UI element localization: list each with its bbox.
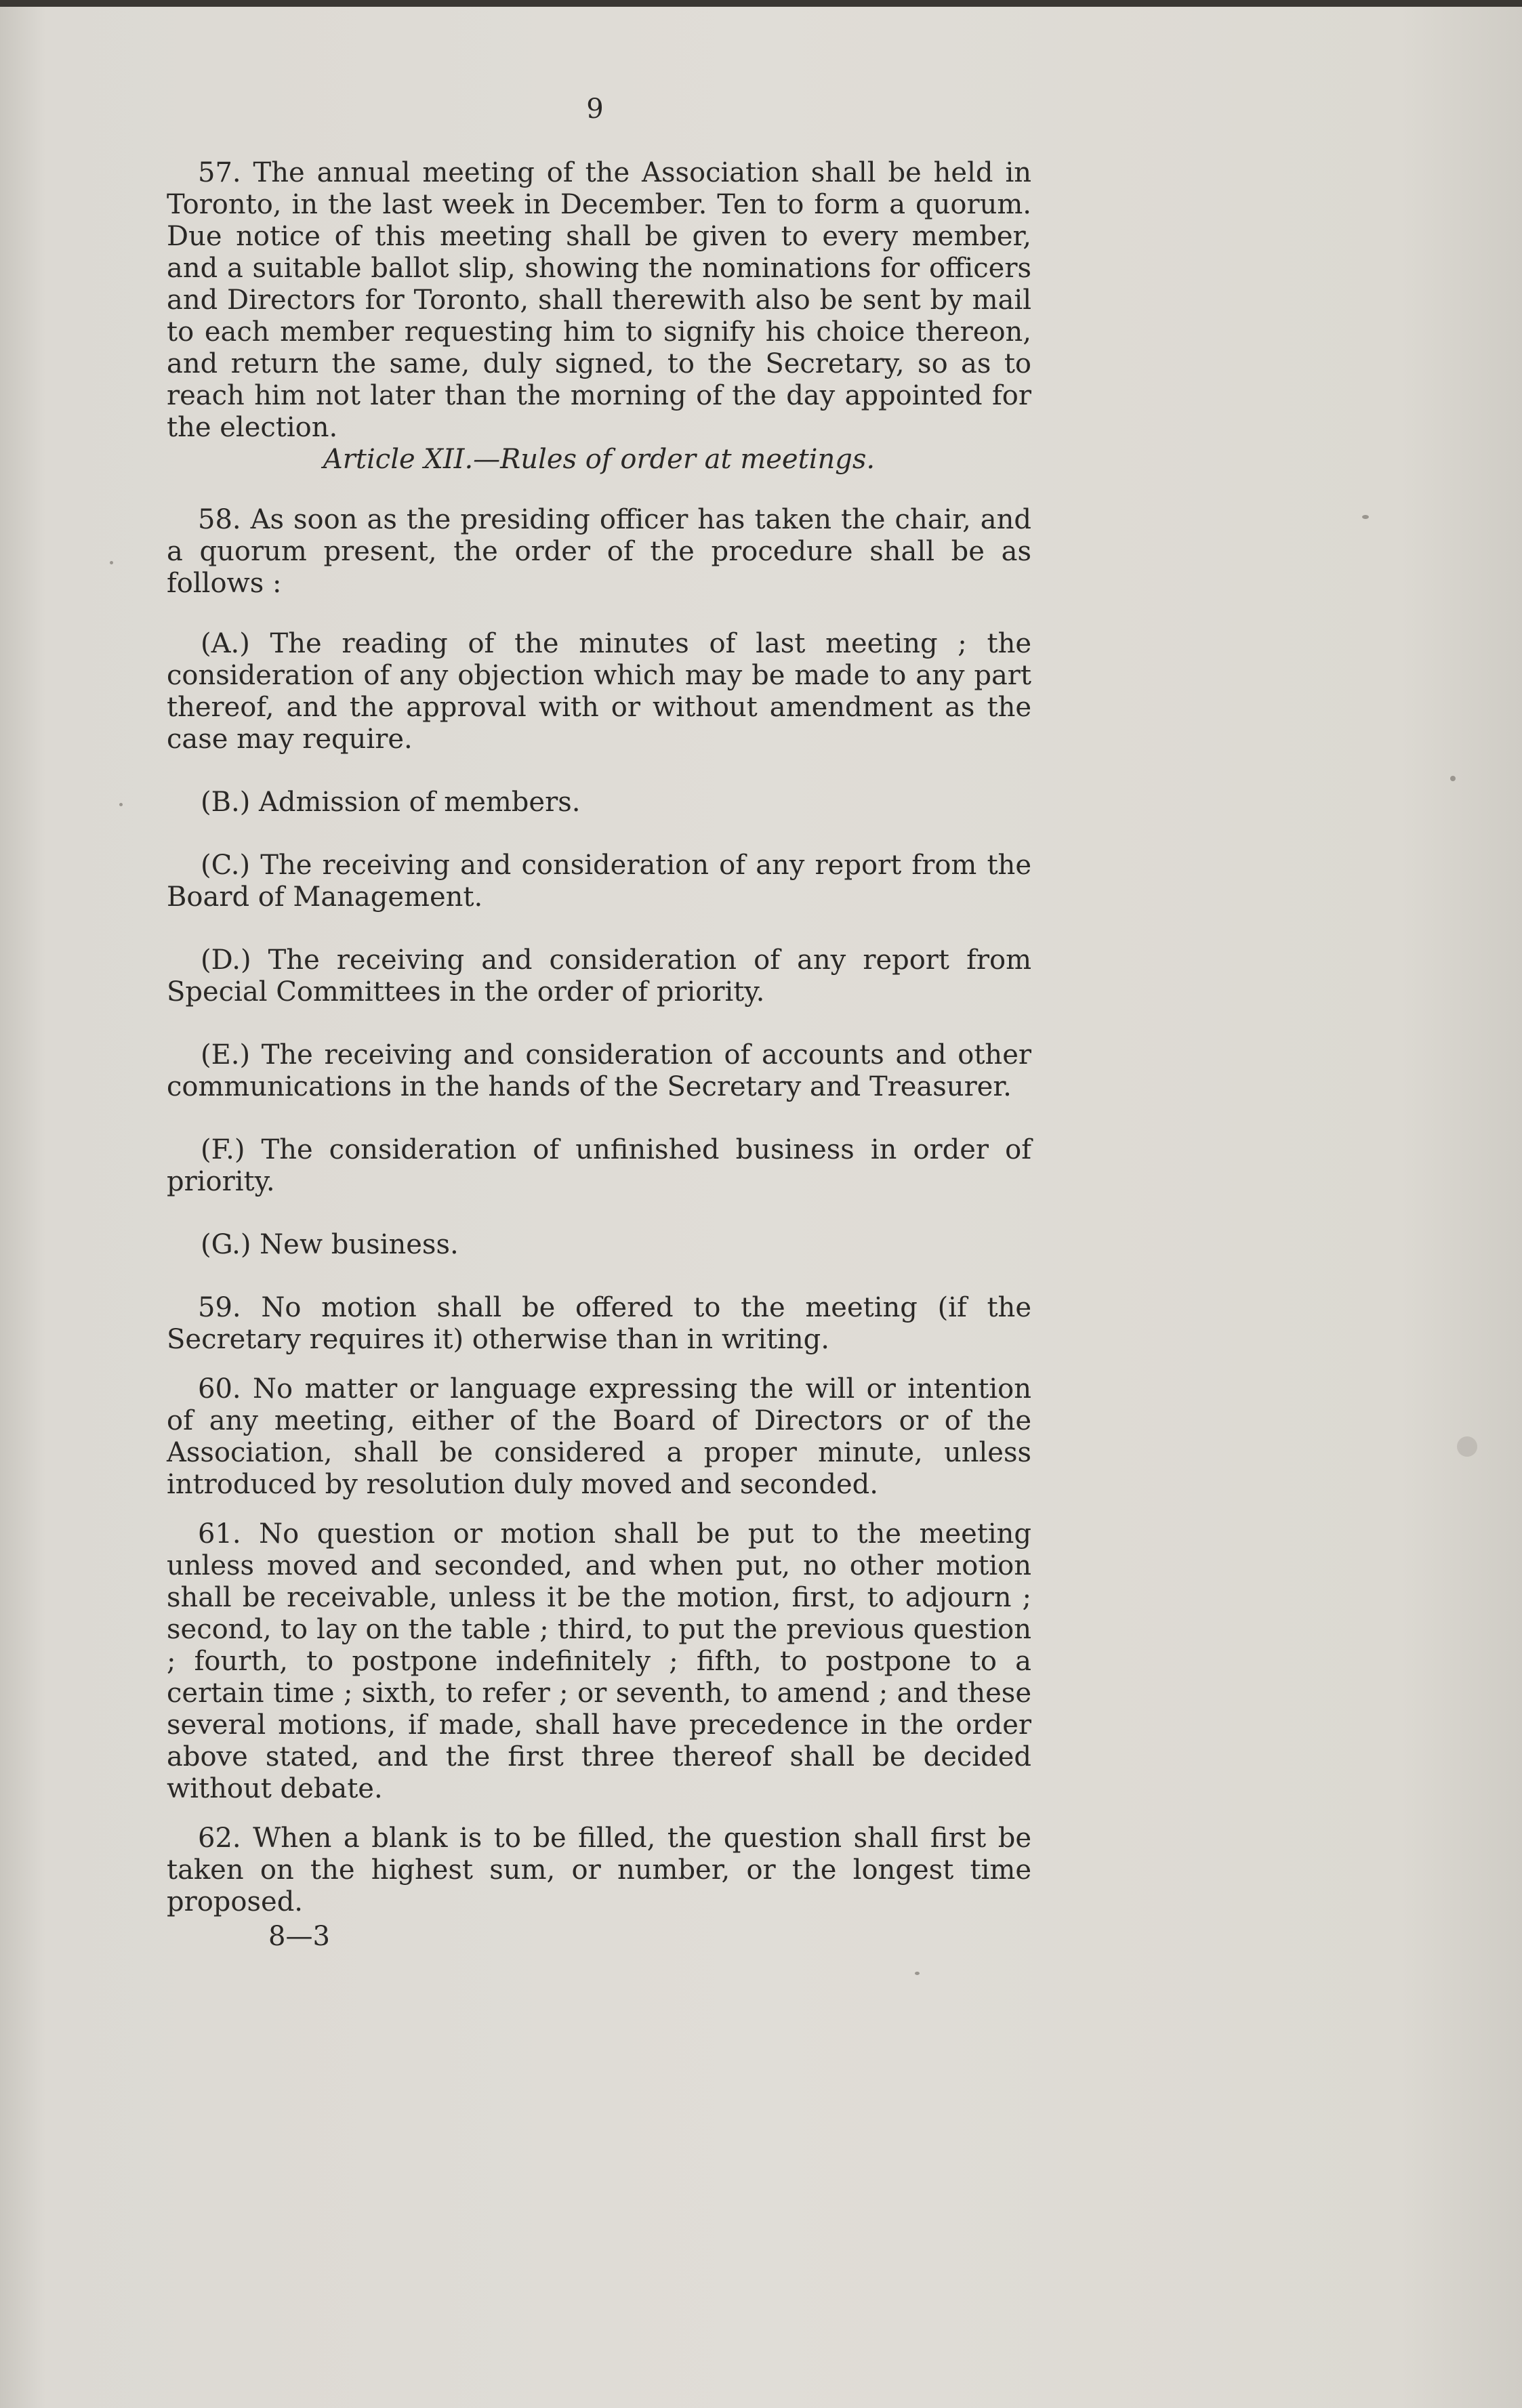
order-item-e: (E.) The receiving and consideration of accounts and other communications in the hands of the Secretary and Treasurer. — [167, 1039, 1031, 1102]
paper-speck — [110, 561, 113, 564]
article-59-paragraph: 59. No motion shall be offered to the meeting (if the Secretary requires it) otherwise than in writing. — [167, 1292, 1031, 1355]
article-61-paragraph: 61. No question or motion shall be put to the meeting unless moved and seconded, and when put, no other motion shall be receivable, unless it be the motion, first, to adjourn ; second, to lay on the table ; third, to put the previous question ; fourth, to postpone indefinitely ; fifth, to postpone to a certain time ; sixth, to refer ; or seventh, to amend ; and these several motions, if made, shall have precedence in the order above stated, and the first three thereof shall be decided without debate. — [167, 1518, 1031, 1804]
paper-speck — [1457, 1436, 1477, 1457]
article-57-paragraph: 57. The annual meeting of the Association shall be held in Toronto, in the last week in December. Ten to form a quorum. Due notice of this meeting shall be given to every member, and a suitable ballot slip, showing the nominations for officers and Directors for Toronto, shall therewith also be sent by mail to each member requesting him to signify his choice thereon, and return the same, duly signed, to the Secretary, so as to reach him not later than the morning of the day appointed for the election. — [167, 157, 1031, 443]
article-60-paragraph: 60. No matter or language expressing the will or intention of any meeting, either of the Board of Directors or of the Association, shall be considered a proper minute, unless introduced by resolution duly moved and seconded. — [167, 1373, 1031, 1500]
order-item-a: (A.) The reading of the minutes of last meeting ; the consideration of any objection which may be made to any part thereof, and the approval with or without amendment as the case may require. — [167, 628, 1031, 755]
article-62-paragraph: 62. When a blank is to be filled, the question shall first be taken on the highest sum, or number, or the longest time proposed. — [167, 1823, 1031, 1917]
page-top-edge — [0, 0, 1522, 7]
article-xii-heading: Article XII.—Rules of order at meetings. — [323, 444, 876, 475]
article-58-paragraph: 58. As soon as the presiding officer has taken the chair, and a quorum present, the order of the procedure shall be as follows : — [167, 504, 1031, 599]
order-item-d: (D.) The receiving and consideration of any report from Special Committees in the order of priority. — [167, 944, 1031, 1008]
order-item-f: (F.) The consideration of unfinished business in order of priority. — [167, 1134, 1031, 1197]
order-item-c: (C.) The receiving and consideration of any report from the Board of Management. — [167, 850, 1031, 913]
paper-speck — [1362, 515, 1369, 519]
page-number: 9 — [586, 94, 604, 125]
paper-speck — [119, 803, 123, 806]
signature-mark: 8—3 — [268, 1921, 330, 1952]
paper-speck — [915, 1972, 920, 1975]
text-column — [167, 157, 1031, 1953]
order-item-b: (B.) Admission of members. — [201, 787, 581, 818]
paper-speck — [1450, 776, 1456, 781]
order-item-g: (G.) New business. — [201, 1229, 459, 1260]
